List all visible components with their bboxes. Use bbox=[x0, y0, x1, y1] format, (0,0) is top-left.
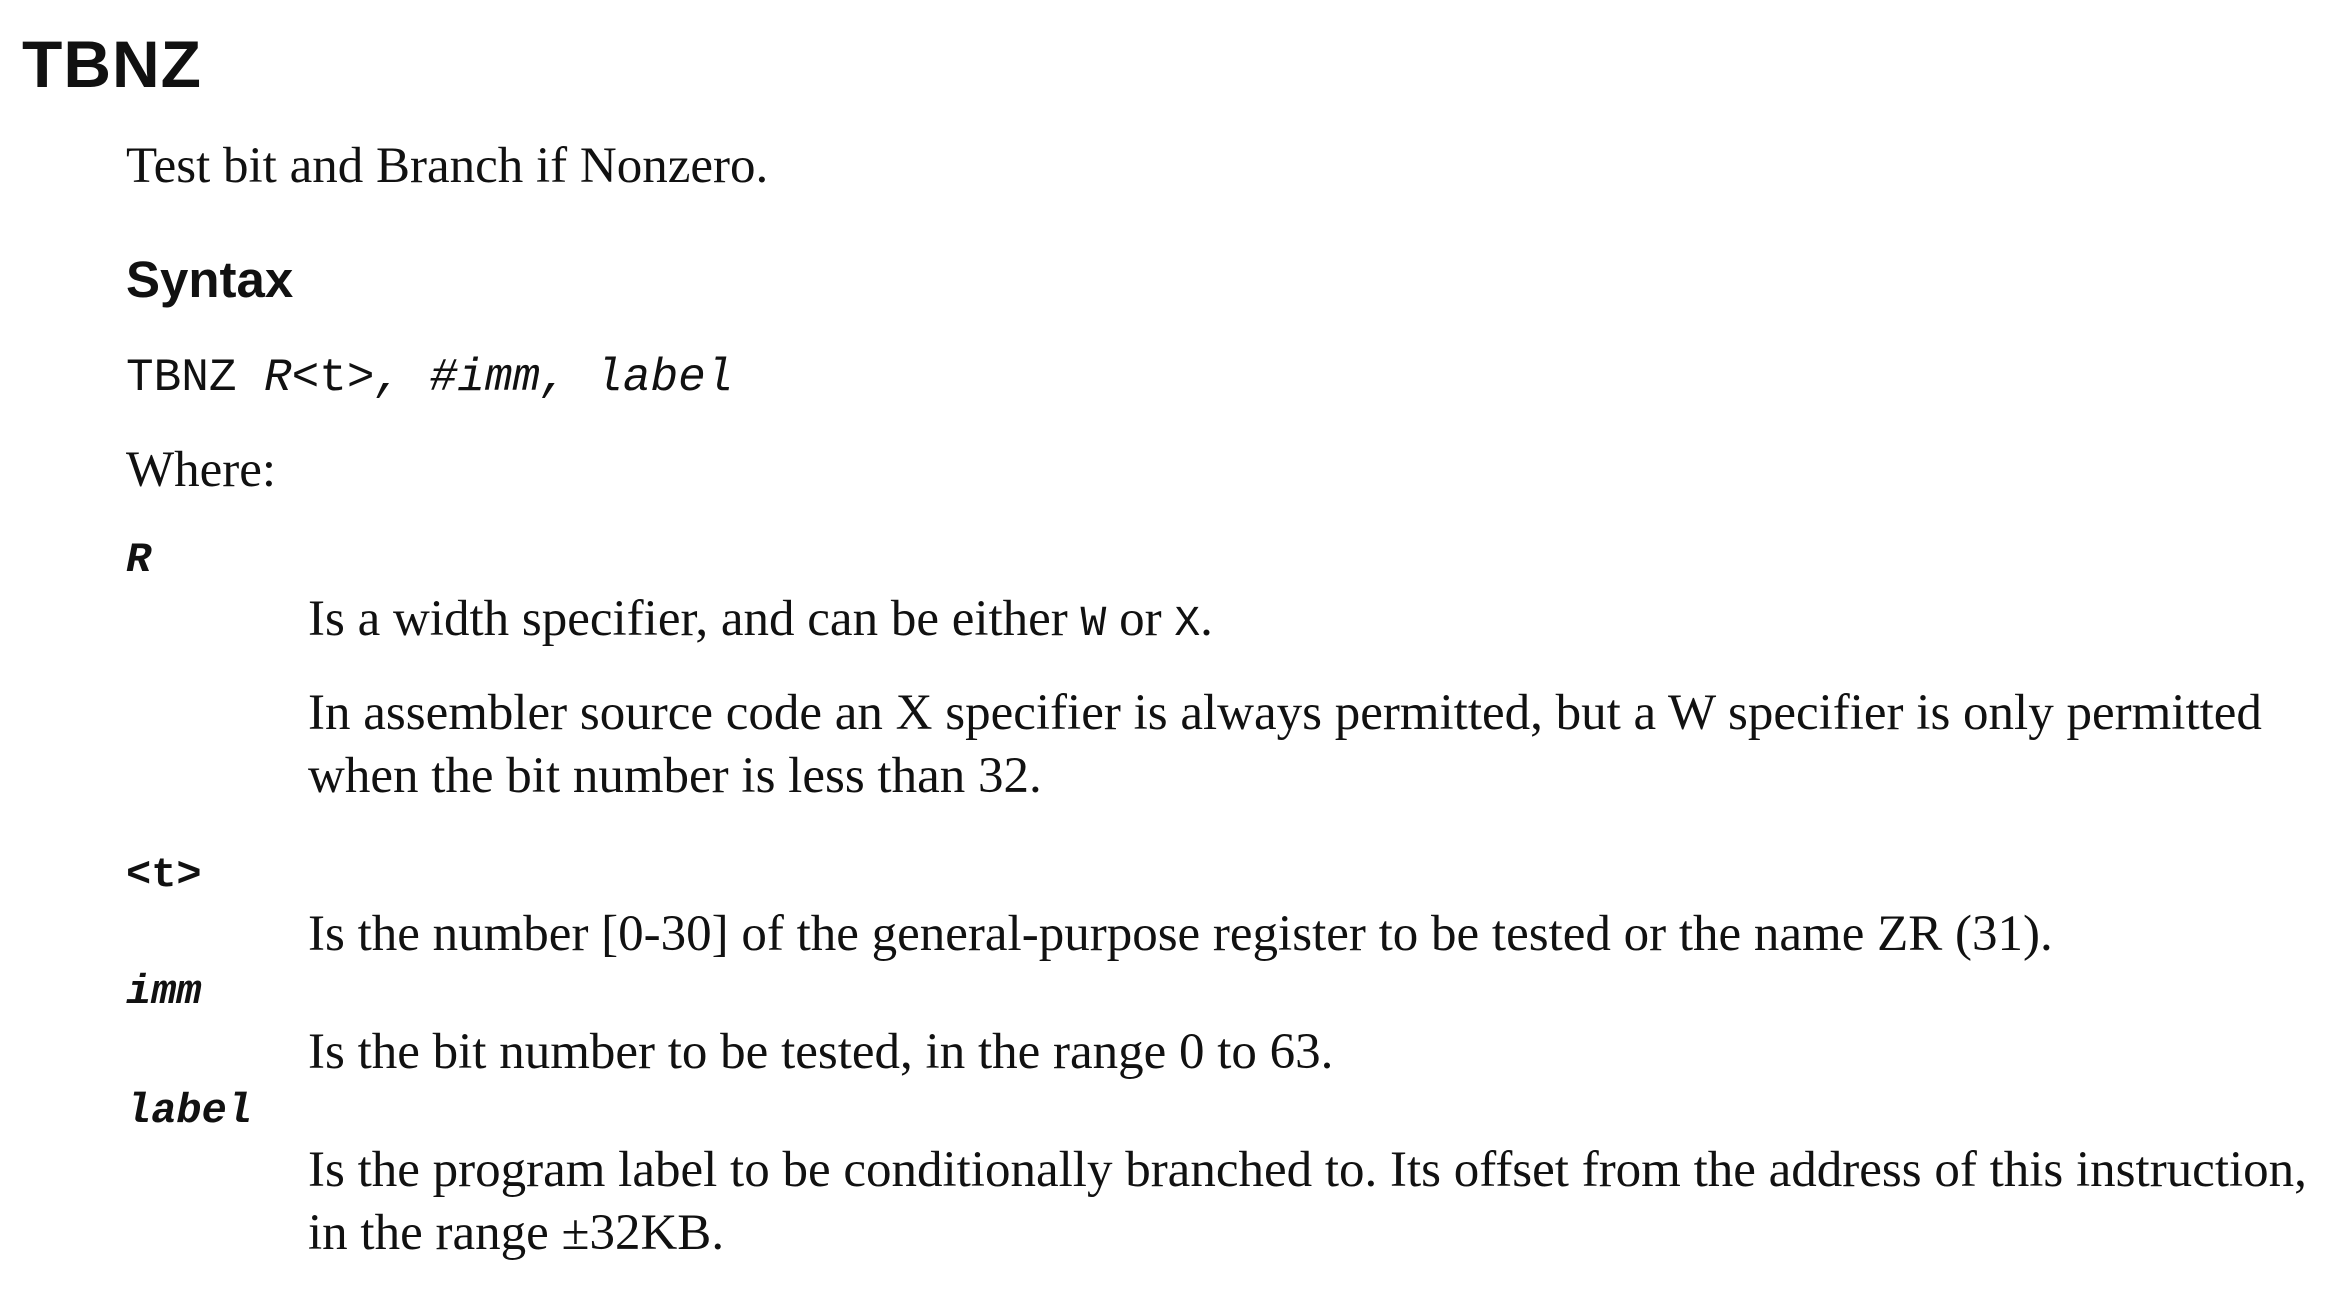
syntax-label: label bbox=[595, 352, 734, 404]
syntax-line bbox=[126, 346, 733, 410]
syntax-mnemonic: TBNZ bbox=[126, 352, 237, 404]
param-desc-r-or: or bbox=[1106, 591, 1175, 647]
x-specifier: X bbox=[1174, 599, 1201, 648]
param-desc-t: Is the number [0-30] of the general-purpose register to be tested or the name ZR (31). bbox=[308, 906, 2053, 962]
param-term-r: R bbox=[126, 536, 152, 584]
param-term-t: <t> bbox=[126, 851, 202, 899]
param-term-imm: imm bbox=[126, 968, 202, 1016]
instruction-summary: Test bit and Branch if Nonzero. bbox=[126, 138, 769, 194]
param-desc-r-text: Is a width specifier, and can be either bbox=[308, 591, 1081, 647]
param-desc-imm: Is the bit number to be tested, in the range 0 to 63. bbox=[308, 1024, 1334, 1080]
syntax-comma-1: , bbox=[374, 352, 430, 404]
syntax-heading: Syntax bbox=[126, 251, 294, 308]
param-desc-r-2: In assembler source code an X specifier is always permitted, but a W specifier is only permitted when the bit number is less than 32. bbox=[308, 685, 2262, 804]
param-desc-label: Is the program label to be conditionally branched to. Its offset from the address of this instruction, in the range ±32KB. bbox=[308, 1142, 2307, 1261]
w-specifier: W bbox=[1080, 599, 1107, 648]
syntax-reg-suffix: <t> bbox=[291, 352, 375, 404]
syntax-comma-2: , bbox=[540, 352, 596, 404]
where-label: Where: bbox=[126, 442, 277, 498]
syntax-reg: R bbox=[264, 352, 292, 404]
syntax-imm: #imm bbox=[429, 352, 541, 404]
param-desc-r-1 bbox=[308, 588, 2348, 655]
param-term-label: label bbox=[126, 1087, 253, 1135]
instruction-title: TBNZ bbox=[22, 27, 202, 101]
param-desc-r-period: . bbox=[1200, 591, 1213, 647]
